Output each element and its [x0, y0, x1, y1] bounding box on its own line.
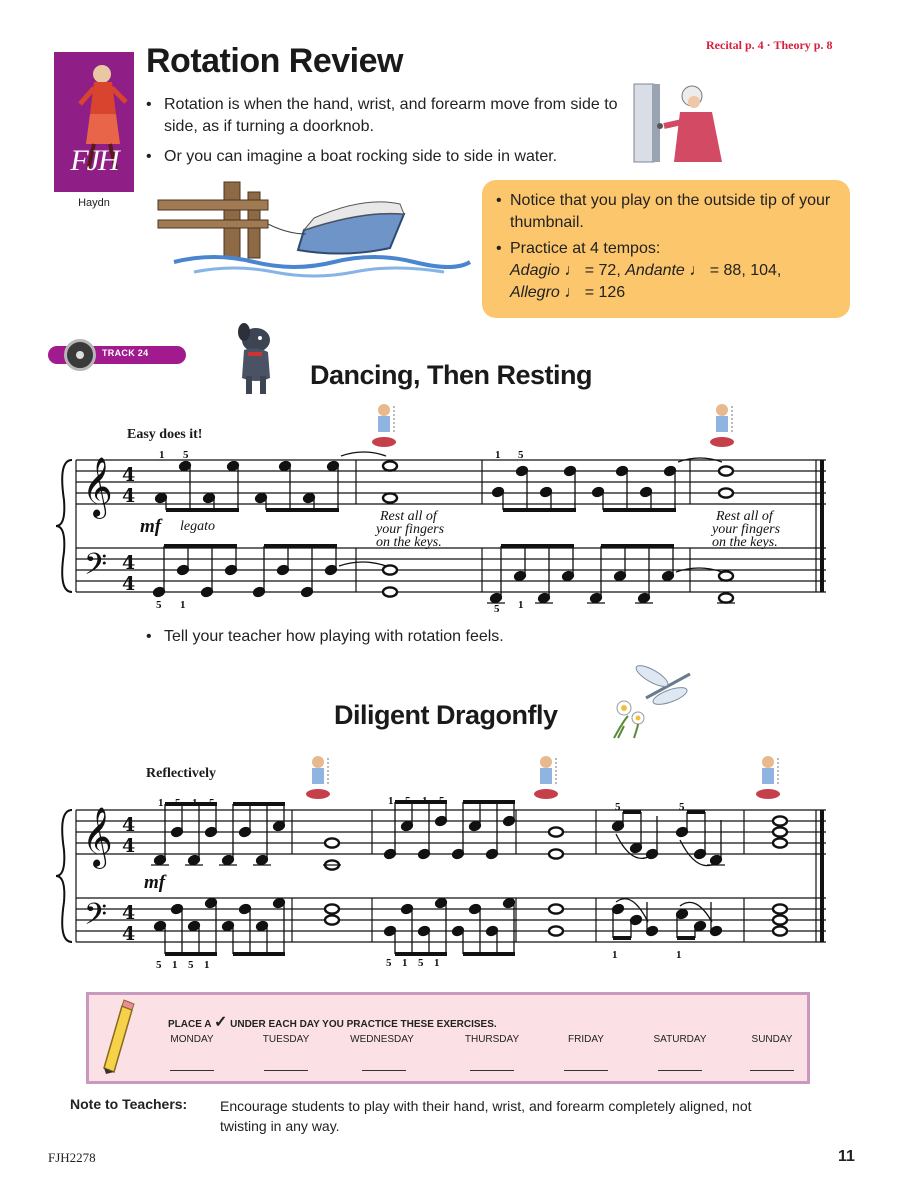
dynamic-mf: mf	[144, 872, 166, 893]
whole-note	[773, 838, 787, 847]
fingering-m5-b2: 1	[676, 949, 682, 961]
fingering-m1-b1: 5	[156, 959, 162, 971]
expression-legato: legato	[180, 519, 215, 534]
bass-notes	[153, 897, 787, 956]
fingering-m3-t4: 5	[439, 795, 445, 807]
day-tuesday: TUESDAY	[262, 1034, 310, 1045]
tempo-value-adagio: = 72,	[584, 262, 621, 279]
treble-staff	[76, 810, 826, 854]
fingering-m3-b1: 5	[386, 957, 392, 969]
fingering-treble-5: 5	[183, 449, 189, 461]
page-title: Rotation Review	[146, 42, 403, 80]
day-friday: FRIDAY	[568, 1034, 604, 1045]
cd-icon	[64, 339, 96, 371]
day-saturday: SATURDAY	[653, 1034, 707, 1045]
fingering-treble-1b: 1	[495, 449, 501, 461]
time-signature: 4	[122, 814, 136, 836]
tempo-term-allegro: Allegro	[510, 284, 560, 301]
fingering-m5-b1: 1	[612, 949, 618, 961]
dynamic-mf: mf	[140, 516, 162, 537]
checkmark-icon: ✓	[213, 1014, 228, 1031]
rotation-definition-bullet: • Rotation is when the hand, wrist, and forearm move from side to side, as if turning a doorknob.	[164, 94, 624, 138]
dog-illustration-icon	[230, 322, 282, 398]
instruction-post: UNDER EACH DAY YOU PRACTICE THESE EXERCISES.	[230, 1019, 497, 1030]
svg-text:4: 4	[122, 923, 136, 945]
check-slot-thursday[interactable]	[470, 1070, 514, 1071]
piece-title-dancing-then-resting: Dancing, Then Resting	[310, 360, 593, 390]
check-slot-monday[interactable]	[170, 1070, 214, 1071]
whole-note	[383, 493, 397, 502]
note-beam	[623, 810, 641, 814]
score-diligent-dragonfly	[56, 790, 836, 980]
fingering-m1-t1: 1	[158, 797, 164, 809]
fingering-m1-t4: 5	[209, 797, 215, 809]
fingering-bass-1b: 1	[518, 599, 524, 611]
note-beam	[501, 544, 574, 548]
note-beam	[601, 544, 674, 548]
note-beam	[395, 952, 447, 956]
fingering-treble-5b: 5	[518, 449, 524, 461]
quarter-note-icon: ♩	[564, 284, 581, 301]
day-monday: MONDAY	[170, 1034, 214, 1045]
svg-text:4: 4	[122, 835, 136, 857]
practice-instruction	[168, 1012, 497, 1032]
whole-note	[719, 488, 733, 497]
whole-note	[325, 838, 339, 847]
whole-note	[719, 571, 733, 580]
pencil-icon	[96, 998, 136, 1074]
whole-note	[773, 904, 787, 913]
note-beam	[613, 936, 631, 940]
piece-title-diligent-dragonfly: Diligent Dragonfly	[334, 700, 558, 730]
tempo-line-1	[510, 260, 836, 282]
note-beam	[266, 508, 339, 512]
note-beam	[165, 952, 217, 956]
composer-name: Haydn	[78, 197, 110, 209]
bass-notes	[152, 544, 735, 604]
whole-note	[383, 587, 397, 596]
day-sunday: SUNDAY	[751, 1034, 793, 1045]
grand-staff-brace	[56, 460, 72, 592]
fingering-m1-b3: 5	[188, 959, 194, 971]
fingering-m5-t1: 5	[615, 801, 621, 813]
tempo-practice-note: • Practice at 4 tempos:	[510, 238, 836, 260]
svg-text:4: 4	[122, 902, 136, 924]
fingering-m3-t1: 1	[388, 795, 394, 807]
whole-note	[383, 461, 397, 470]
whole-note	[549, 849, 563, 858]
boat-analogy-bullet: • Or you can imagine a boat rocking side to side in water.	[164, 146, 634, 168]
whole-note	[773, 915, 787, 924]
svg-text:4: 4	[122, 573, 136, 595]
tie	[341, 452, 386, 456]
rest-note-2b: your fingers	[712, 522, 781, 537]
check-slot-friday[interactable]	[564, 1070, 608, 1071]
treble-clef-icon: 𝄞	[82, 457, 113, 517]
tie	[339, 562, 386, 566]
whole-note	[719, 593, 733, 602]
man-at-door-illustration-icon	[632, 82, 728, 164]
svg-text:4: 4	[122, 552, 136, 574]
thumbnail-tip-note: • Notice that you play on the outside tip of your thumbnail.	[510, 190, 836, 234]
time-signature: 4	[122, 464, 136, 486]
rest-note-1c: on the keys.	[376, 535, 442, 550]
track-label: TRACK 24	[102, 348, 149, 358]
fingering-m3-t3: 1	[422, 795, 428, 807]
fingering-treble-1: 1	[159, 449, 165, 461]
quarter-note-icon: ♩	[564, 262, 581, 279]
note-beam	[166, 508, 239, 512]
whole-note	[549, 926, 563, 935]
tempo-term-adagio: Adagio	[510, 262, 560, 279]
note-beam	[463, 800, 515, 804]
whole-note	[719, 466, 733, 475]
whole-note	[325, 915, 339, 924]
rest-note-2c: on the keys.	[712, 535, 778, 550]
tempo-value-allegro: = 126	[584, 284, 626, 301]
quarter-note-icon: ♩	[689, 262, 706, 279]
piece2-tempo-marking: Reflectively	[146, 766, 216, 781]
day-wednesday: WEDNESDAY	[350, 1034, 414, 1045]
fingering-bass-5b: 5	[494, 603, 500, 615]
whole-note	[549, 904, 563, 913]
whole-note	[383, 565, 397, 574]
tempo-value-andante: = 88, 104,	[709, 262, 782, 279]
practice-notice-box	[482, 180, 850, 318]
note-beam	[687, 810, 705, 814]
composer-logo	[54, 52, 134, 192]
note-beam	[503, 508, 576, 512]
grand-staff-brace	[56, 810, 72, 942]
catalog-number: FJH2278	[48, 1150, 96, 1165]
rest-note-1a: Rest all of	[380, 509, 437, 524]
note-beam	[463, 952, 515, 956]
check-slot-wednesday[interactable]	[362, 1070, 406, 1071]
fingering-bass-1: 1	[180, 599, 186, 611]
check-slot-saturday[interactable]	[658, 1070, 702, 1071]
svg-text:4: 4	[122, 485, 136, 507]
boat-at-dock-illustration-icon	[154, 170, 474, 278]
note-beam	[233, 802, 285, 806]
whole-note	[773, 816, 787, 825]
page-number: 11	[838, 1148, 855, 1165]
fingering-m3-b4: 1	[434, 957, 440, 969]
fingering-bass-5: 5	[156, 599, 162, 611]
teachers-note-text: Encourage students to play with their hand, wrist, and forearm completely aligned, not twisting in any way.	[220, 1098, 752, 1134]
fingering-m1-t3: 1	[192, 797, 198, 809]
treble-clef-icon: 𝄞	[82, 807, 113, 867]
check-slot-tuesday[interactable]	[264, 1070, 308, 1071]
score-dancing-then-resting	[56, 440, 836, 620]
teachers-note-label: Note to Teachers:	[70, 1096, 188, 1112]
fingering-m3-b2: 1	[402, 957, 408, 969]
note-beam	[164, 544, 237, 548]
barlines	[292, 810, 744, 942]
note-beam	[603, 508, 676, 512]
fingering-m3-t2: 5	[405, 795, 411, 807]
whole-note	[773, 827, 787, 836]
bass-clef-icon: 𝄢	[84, 898, 108, 939]
instruction-pre: PLACE A	[168, 1019, 212, 1030]
dragonfly-illustration-icon	[604, 660, 696, 740]
fingering-m5-t2: 5	[679, 801, 685, 813]
rest-note-2a: Rest all of	[716, 509, 773, 524]
fingering-m1-b2: 1	[172, 959, 178, 971]
whole-note	[325, 904, 339, 913]
piece1-tempo-marking: Easy does it!	[127, 427, 203, 442]
whole-note	[773, 926, 787, 935]
composer-initials: FJH	[70, 144, 118, 177]
note-beam	[677, 936, 695, 940]
fingering-m1-b4: 1	[204, 959, 210, 971]
note-beam	[233, 952, 285, 956]
tempo-term-andante: Andante	[625, 262, 685, 279]
fingering-m3-b3: 5	[418, 957, 424, 969]
book-cross-reference: Recital p. 4 · Theory p. 8	[706, 38, 833, 52]
tell-teacher-bullet: • Tell your teacher how playing with rotation feels.	[164, 626, 504, 648]
note-beam	[264, 544, 337, 548]
whole-note	[549, 827, 563, 836]
fingering-m1-t2: 5	[175, 797, 181, 809]
rest-note-1b: your fingers	[376, 522, 445, 537]
bass-clef-icon: 𝄢	[84, 548, 108, 589]
tempo-line-2	[510, 282, 836, 304]
day-thursday: THURSDAY	[464, 1034, 520, 1045]
check-slot-sunday[interactable]	[750, 1070, 794, 1071]
